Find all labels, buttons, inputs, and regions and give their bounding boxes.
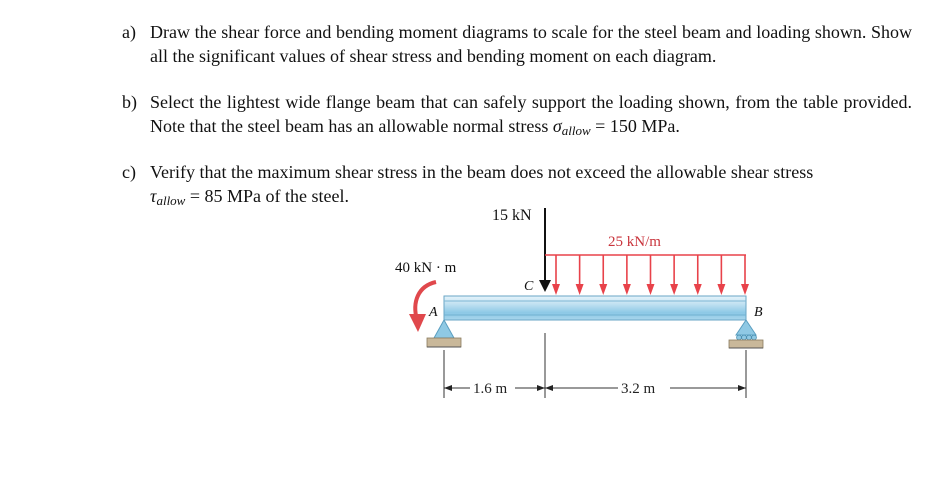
question-a (122, 20, 912, 68)
moment-label: 40 kN · m (395, 260, 457, 276)
distributed-load-arrowhead (576, 284, 584, 295)
point-c-label: C (524, 279, 534, 294)
distributed-load-arrowhead (623, 284, 631, 295)
question-a-text: Draw the shear force and bending moment diagrams to scale for the steel beam and loading shown. Show all the significant values of shear stress and bending moment on each diagram. (150, 22, 912, 66)
question-b-text: Select the lightest wide flange beam that can safely support the loading shown, from the table provided. Note that the steel beam has an allowable normal stress (150, 92, 912, 136)
moment-arrowhead (409, 314, 426, 332)
distributed-load-label: 25 kN/m (608, 234, 661, 250)
pin-support-a (434, 320, 454, 338)
sigma-value: = 150 MPa. (595, 116, 680, 136)
distributed-load-arrowhead (599, 284, 607, 295)
distributed-load-arrowhead (694, 284, 702, 295)
distributed-load-arrowhead (647, 284, 655, 295)
question-c-label: c) (122, 162, 136, 182)
tau-symbol: τ (150, 186, 157, 206)
beam-figure (380, 198, 780, 408)
sigma-symbol: σ (552, 116, 562, 136)
distributed-load-arrowhead (717, 284, 725, 295)
distributed-load-arrowhead (552, 284, 560, 295)
ground-a (427, 338, 461, 347)
question-c-text: Verify that the maximum shear stress in the beam does not exceed the allowable shear stress (150, 162, 814, 182)
dim-left-label: 1.6 m (473, 381, 508, 397)
point-load-label: 15 kN (492, 207, 532, 224)
tau-subscript: allow (156, 193, 186, 208)
tau-value: = 85 MPa of the steel. (189, 186, 349, 206)
roller-support-b (736, 320, 756, 335)
distributed-load-arrows (552, 255, 749, 295)
sigma-subscript: allow (561, 123, 591, 138)
point-load-arrowhead (539, 280, 551, 292)
point-a-label: A (429, 305, 438, 320)
steel-beam (444, 296, 746, 320)
roller-wheels (737, 335, 757, 340)
ground-b (729, 340, 763, 348)
question-b (122, 90, 912, 140)
question-a-label: a) (122, 22, 136, 42)
question-b-body (150, 90, 912, 140)
distributed-load-arrowhead (670, 284, 678, 295)
dim-right-label: 3.2 m (621, 381, 656, 397)
point-b-label: B (754, 305, 763, 320)
distributed-load-arrowhead (741, 284, 749, 295)
question-b-label: b) (122, 92, 137, 112)
